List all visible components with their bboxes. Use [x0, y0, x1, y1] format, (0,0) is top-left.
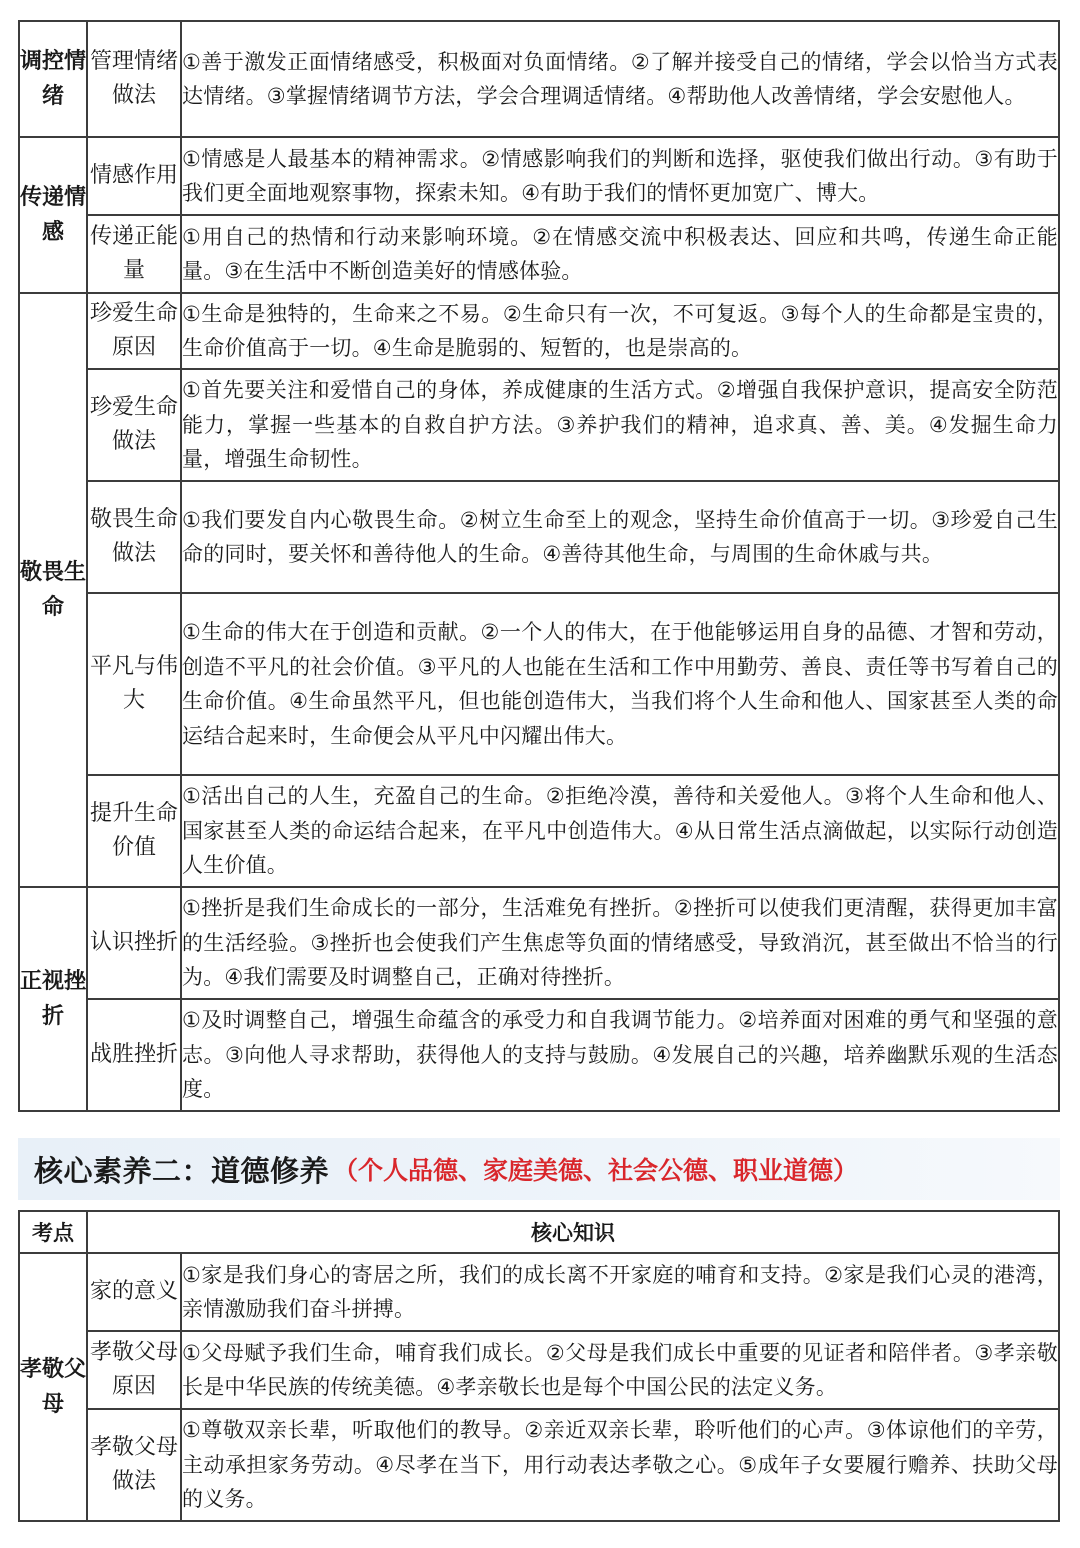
group-cell: 正视挫折 [19, 887, 87, 1111]
content-cell: ①挫折是我们生命成长的一部分，生活难免有挫折。②挫折可以使我们更清醒，获得更加丰富的生活经验。③挫折也会使我们产生焦虑等负面的情绪感受，导致消沉，甚至做出不恰当的行为。④我们需要及时调整自己，正确对待挫折。 [181, 887, 1059, 999]
topic-cell: 情感作用 [87, 137, 181, 215]
content-cell: ①用自己的热情和行动来影响环境。②在情感交流中积极表达、回应和共鸣，传递生命正能量。③在生活中不断创造美好的情感体验。 [181, 215, 1059, 293]
content-cell: ①情感是人最基本的精神需求。②情感影响我们的判断和选择，驱使我们做出行动。③有助于我们更全面地观察事物，探索未知。④有助于我们的情怀更加宽广、博大。 [181, 137, 1059, 215]
topic-cell: 管理情绪做法 [87, 21, 181, 137]
topic-cell: 认识挫折 [87, 887, 181, 999]
topic-cell: 珍爱生命做法 [87, 369, 181, 481]
table-row [19, 1253, 1059, 1331]
topic-cell: 战胜挫折 [87, 999, 181, 1111]
section-subtitle: （个人品德、家庭美德、社会公德、职业道德） [333, 1156, 859, 1185]
table-row [19, 481, 1059, 593]
table-row [19, 293, 1059, 369]
table-row [19, 775, 1059, 887]
group-cell: 调控情绪 [19, 21, 87, 137]
table-row [19, 593, 1059, 775]
knowledge-table-psychology [18, 20, 1060, 1112]
table-row [19, 999, 1059, 1111]
topic-cell: 敬畏生命做法 [87, 481, 181, 593]
content-cell: ①家是我们身心的寄居之所，我们的成长离不开家庭的哺育和支持。②家是我们心灵的港湾，亲情激励我们奋斗拼搏。 [181, 1253, 1059, 1331]
column-header-core-knowledge: 核心知识 [87, 1211, 1059, 1253]
content-cell: ①及时调整自己，增强生命蕴含的承受力和自我调节能力。②培养面对困难的勇气和坚强的意志。③向他人寻求帮助，获得他人的支持与鼓励。④发展自己的兴趣，培养幽默乐观的生活态度。 [181, 999, 1059, 1111]
content-cell: ①尊敬双亲长辈，听取他们的教导。②亲近双亲长辈，聆听他们的心声。③体谅他们的辛劳，主动承担家务劳动。④尽孝在当下，用行动表达孝敬之心。⑤成年子女要履行赡养、扶助父母的义务。 [181, 1409, 1059, 1521]
content-cell: ①生命的伟大在于创造和贡献。②一个人的伟大，在于他能够运用自身的品德、才智和劳动，创造不平凡的社会价值。③平凡的人也能在生活和工作中用勤劳、善良、责任等书写着自己的生命价值。④生命虽然平凡，但也能创造伟大，当我们将个人生命和他人、国家甚至人类的命运结合起来时，生命便会从平凡中闪耀出伟大。 [181, 593, 1059, 775]
table-row [19, 1409, 1059, 1521]
table-row [19, 1331, 1059, 1409]
table-row [19, 369, 1059, 481]
content-cell: ①生命是独特的，生命来之不易。②生命只有一次，不可复返。③每个人的生命都是宝贵的，生命价值高于一切。④生命是脆弱的、短暂的，也是崇高的。 [181, 293, 1059, 369]
content-cell: ①我们要发自内心敬畏生命。②树立生命至上的观念，坚持生命价值高于一切。③珍爱自己生命的同时，要关怀和善待他人的生命。④善待其他生命，与周围的生命休戚与共。 [181, 481, 1059, 593]
group-cell: 传递情感 [19, 137, 87, 293]
section-title: 核心素养二：道德修养 [34, 1153, 330, 1188]
topic-cell: 珍爱生命原因 [87, 293, 181, 369]
table-row [19, 137, 1059, 215]
table-row [19, 215, 1059, 293]
table-header-row [19, 1211, 1059, 1253]
column-header-exam-point: 考点 [19, 1211, 87, 1253]
content-cell: ①首先要关注和爱惜自己的身体，养成健康的生活方式。②增强自我保护意识，提高安全防范能力，掌握一些基本的自救自护方法。③养护我们的精神，追求真、善、美。④发掘生命力量，增强生命韧性。 [181, 369, 1059, 481]
table-row [19, 887, 1059, 999]
content-cell: ①活出自己的人生，充盈自己的生命。②拒绝冷漠，善待和关爱他人。③将个人生命和他人、国家甚至人类的命运结合起来，在平凡中创造伟大。④从日常生活点滴做起，以实际行动创造人生价值。 [181, 775, 1059, 887]
topic-cell: 孝敬父母做法 [87, 1409, 181, 1521]
topic-cell: 孝敬父母原因 [87, 1331, 181, 1409]
group-cell: 孝敬父母 [19, 1253, 87, 1521]
section-heading [18, 1138, 1060, 1200]
knowledge-table-morality [18, 1210, 1060, 1522]
topic-cell: 家的意义 [87, 1253, 181, 1331]
content-cell: ①善于激发正面情绪感受，积极面对负面情绪。②了解并接受自己的情绪，学会以恰当方式表达情绪。③掌握情绪调节方法，学会合理调适情绪。④帮助他人改善情绪，学会安慰他人。 [181, 21, 1059, 137]
topic-cell: 平凡与伟大 [87, 593, 181, 775]
group-cell: 敬畏生命 [19, 293, 87, 887]
topic-cell: 传递正能量 [87, 215, 181, 293]
table-row [19, 21, 1059, 137]
topic-cell: 提升生命价值 [87, 775, 181, 887]
content-cell: ①父母赋予我们生命，哺育我们成长。②父母是我们成长中重要的见证者和陪伴者。③孝亲敬长是中华民族的传统美德。④孝亲敬长也是每个中国公民的法定义务。 [181, 1331, 1059, 1409]
